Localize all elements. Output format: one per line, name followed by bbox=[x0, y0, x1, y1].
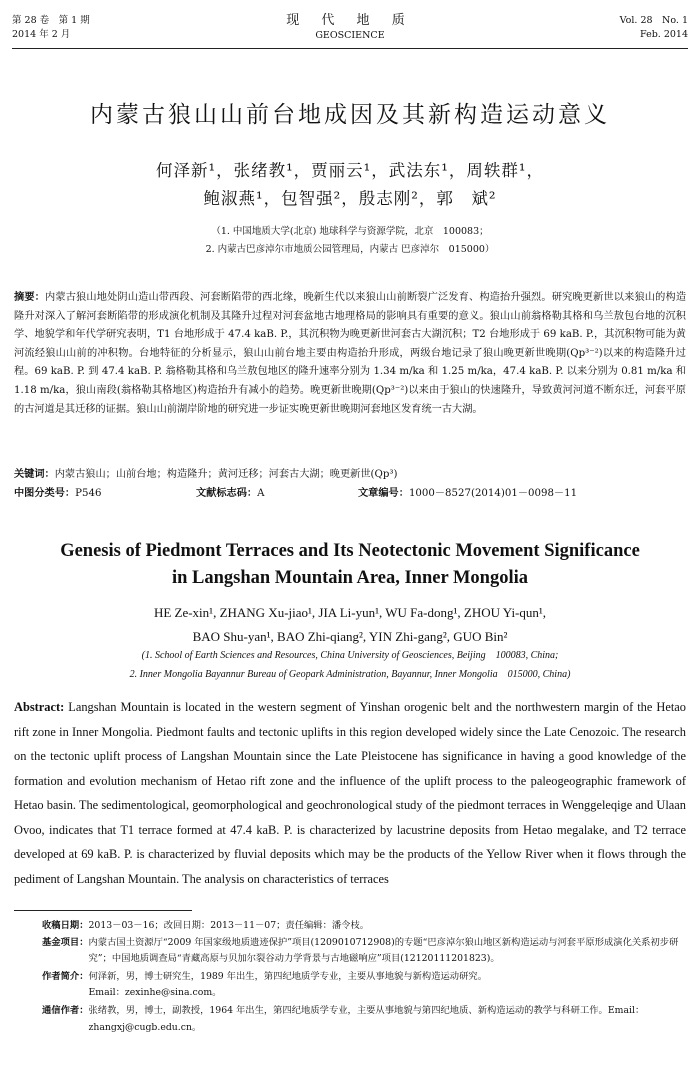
corresponding-label: 通信作者： bbox=[42, 1004, 89, 1016]
clc-value: P546 bbox=[75, 488, 102, 499]
keywords-cn-label: 关键词： bbox=[14, 469, 55, 480]
journal-title-en: GEOSCIENCE bbox=[315, 30, 385, 41]
header-center bbox=[12, 12, 688, 43]
received-text: 2013－03－16；改回日期：2013－11－07；责任编辑：潘令枝。 bbox=[88, 920, 370, 931]
corresponding-text: 张绪教，男，博士，副教授，1964 年出生，第四纪地质学专业，主要从事地貌与第四纪地质、新构造运动的教学与科研工作。Email：zhangxj@cugb.edu.cn。 bbox=[88, 1004, 645, 1033]
received-label: 收稿日期： bbox=[42, 920, 89, 931]
abstract-cn bbox=[14, 289, 686, 419]
journal-title-cn: 现 代 地 质 bbox=[286, 13, 414, 28]
doc-code-value: A bbox=[257, 488, 265, 499]
fund-label: 基金项目： bbox=[42, 936, 89, 948]
document-code bbox=[196, 485, 264, 504]
clc-number bbox=[14, 485, 101, 504]
authors-cn-line2: 鲍淑燕¹，包智强²，殷志刚²，郭 斌² bbox=[203, 189, 497, 208]
header-right bbox=[620, 14, 688, 42]
affiliation-cn-1: （1. 中国地质大学(北京) 地球科学与资源学院，北京 100083； bbox=[211, 226, 489, 237]
footnote-corresponding bbox=[42, 1003, 684, 1036]
abstract-en-label: Abstract: bbox=[14, 700, 65, 714]
header-volume-cn: 第 28 卷 第 1 期 bbox=[12, 15, 90, 26]
authors-cn bbox=[0, 157, 700, 213]
doc-code-label: 文献标志码： bbox=[196, 488, 258, 499]
fund-text: 内蒙古国土资源厅“2009 年国家级地质遗迹保护”项目(1209010712908)的专题“巴彦淖尔狼山地区新构造运动与河套平原形成演化关系初步研究”；中国地质调查局“青藏高原与贝加尔裂谷动力学背景与古地磁响应”项目(12120111201823)。 bbox=[88, 936, 679, 965]
header-date-cn: 2014 年 2 月 bbox=[12, 29, 71, 40]
author-bio bbox=[89, 969, 685, 1002]
footnote-received bbox=[42, 918, 684, 935]
header-date-en: Feb. 2014 bbox=[640, 29, 688, 40]
affiliations-cn bbox=[0, 223, 700, 259]
author-email: Email：zexinhe@sina.com。 bbox=[88, 987, 222, 999]
footnote-author bbox=[42, 969, 684, 1002]
article-number bbox=[358, 485, 577, 504]
author-bio-label: 作者简介： bbox=[42, 970, 89, 982]
abstract-cn-label: 摘要： bbox=[14, 292, 46, 303]
keywords-cn-text: 内蒙古狼山；山前台地；构造隆升；黄河迁移；河套古大湖；晚更新世(Qp³) bbox=[54, 469, 398, 480]
paper-title-en-line1: Genesis of Piedmont Terraces and Its Neotectonic Movement Significance bbox=[60, 541, 640, 561]
article-number-label: 文章编号： bbox=[358, 488, 409, 499]
keywords-cn bbox=[14, 466, 686, 485]
footnote-fund bbox=[42, 935, 684, 968]
affiliation-en-2: 2. Inner Mongolia Bayannur Bureau of Geopark Administration, Bayannur, Inner Mongolia 015000, China) bbox=[129, 669, 571, 680]
authors-en-line1: HE Ze-xin¹, ZHANG Xu-jiao¹, JIA Li-yun¹, WU Fa-dong¹, ZHOU Yi-qun¹, bbox=[153, 605, 547, 620]
footnotes bbox=[42, 918, 684, 1036]
affiliations-en bbox=[0, 646, 700, 684]
article-number-value: 1000－8527(2014)01－0098－11 bbox=[408, 488, 578, 499]
affiliation-cn-2: 2. 内蒙古巴彦淖尔市地质公园管理局，内蒙古 巴彦淖尔 015000） bbox=[205, 244, 495, 255]
authors-en-line2: BAO Shu-yan¹, BAO Zhi-qiang², YIN Zhi-gang², GUO Bin² bbox=[192, 629, 508, 644]
abstract-en-text: Langshan Mountain is located in the western segment of Yinshan orogenic belt and the northwestern margin of the Hetao rift zone in Inner Mongolia. Piedmont faults and tectonic uplifts in this region developed widely since the Late Cenozoic. The research on the tectonic uplift process of Langshan Mountain since the Late Pleistocene has significance in having a good knowledge of the formation and evolution mechanism of Hetao rift zone and the influence of the uplift process to the paleogeographic framework of Hetao basin. The sedimentological, geomorphological and geochronological study of the piedmont terraces in Wenggeleqige and Ulaan Ovoo, indicates that T1 terrace formed at 47.4 kaB. P. is characterized by lacustrine deposits from Hetao megalake, and T2 terrace developed at 69 kaB. P. is characterized by fluvial deposits which may be the products of the Yellow River when it flows through the pediment of Langshan Mountain. The analysis on characteristics of terraces bbox=[14, 700, 686, 886]
abstract-cn-text: 内蒙古狼山地处阴山造山带西段、河套断陷带的西北缘，晚新生代以来狼山山前断裂广泛发育、构造抬升强烈。研究晚更新世以来狼山的构造隆升对深入了解河套断陷带的形成演化机制及其隆升过程对河套盆地古地理格局的影响具有重要的意义。狼山山前翁格勒其格和乌兰敖包台地的沉积学、地貌学和年代学研究表明，T1 台地形成于 47.4 kaB. P.，其沉积物为晚更新世河套古大湖沉积；T2 台地形成于 69 kaB. P.，其沉积物可能为黄河流经狼山山前的冲积物。台地特征的分析显示，狼山山前台地主要由构造抬升形成，两级台地记录了狼山晚更新世晚期(Qp³⁻²)以来的构造隆升过程。69 kaB. P. 到 47.4 kaB. P. 翁格勒其格和乌兰敖包地区的隆升速率分别为 1.34 m/ka 和 1.25 m/ka，47.4 kaB. P. 以来分别为 0.81 m/ka 和 1.18 m/ka，狼山南段(翁格勒其格地区)构造抬升有减小的趋势。晚更新世晚期(Qp³⁻²)以来由于狼山的快速隆升，导致黄河河道不断东迁，河套平原的古河道是其迁移的证据。狼山山前湖岸阶地的研究进一步证实晚更新世晚期河套地区发育统一古大湖。 bbox=[14, 292, 687, 415]
paper-title-en bbox=[0, 538, 700, 592]
header-volume-en: Vol. 28 No. 1 bbox=[619, 15, 688, 26]
affiliation-en-1: (1. School of Earth Sciences and Resources, China University of Geosciences, Beijing 100083, China; bbox=[141, 650, 559, 661]
authors-cn-line1: 何泽新¹，张绪教¹，贾丽云¹，武法东¹，周轶群¹， bbox=[155, 161, 545, 180]
author-bio-text: 何泽新，男，博士研究生，1989 年出生，第四纪地质学专业，主要从事地貌与新构造运动研究。 bbox=[88, 970, 487, 982]
abstract-en bbox=[14, 695, 686, 891]
paper-title-en-line2: in Langshan Mountain Area, Inner Mongolia bbox=[171, 568, 529, 588]
authors-en bbox=[0, 601, 700, 649]
paper-title-cn: 内蒙古狼山山前台地成因及其新构造运动意义 bbox=[90, 102, 610, 128]
footnote-divider bbox=[14, 910, 192, 911]
clc-label: 中图分类号： bbox=[14, 488, 76, 499]
running-header bbox=[12, 8, 688, 49]
